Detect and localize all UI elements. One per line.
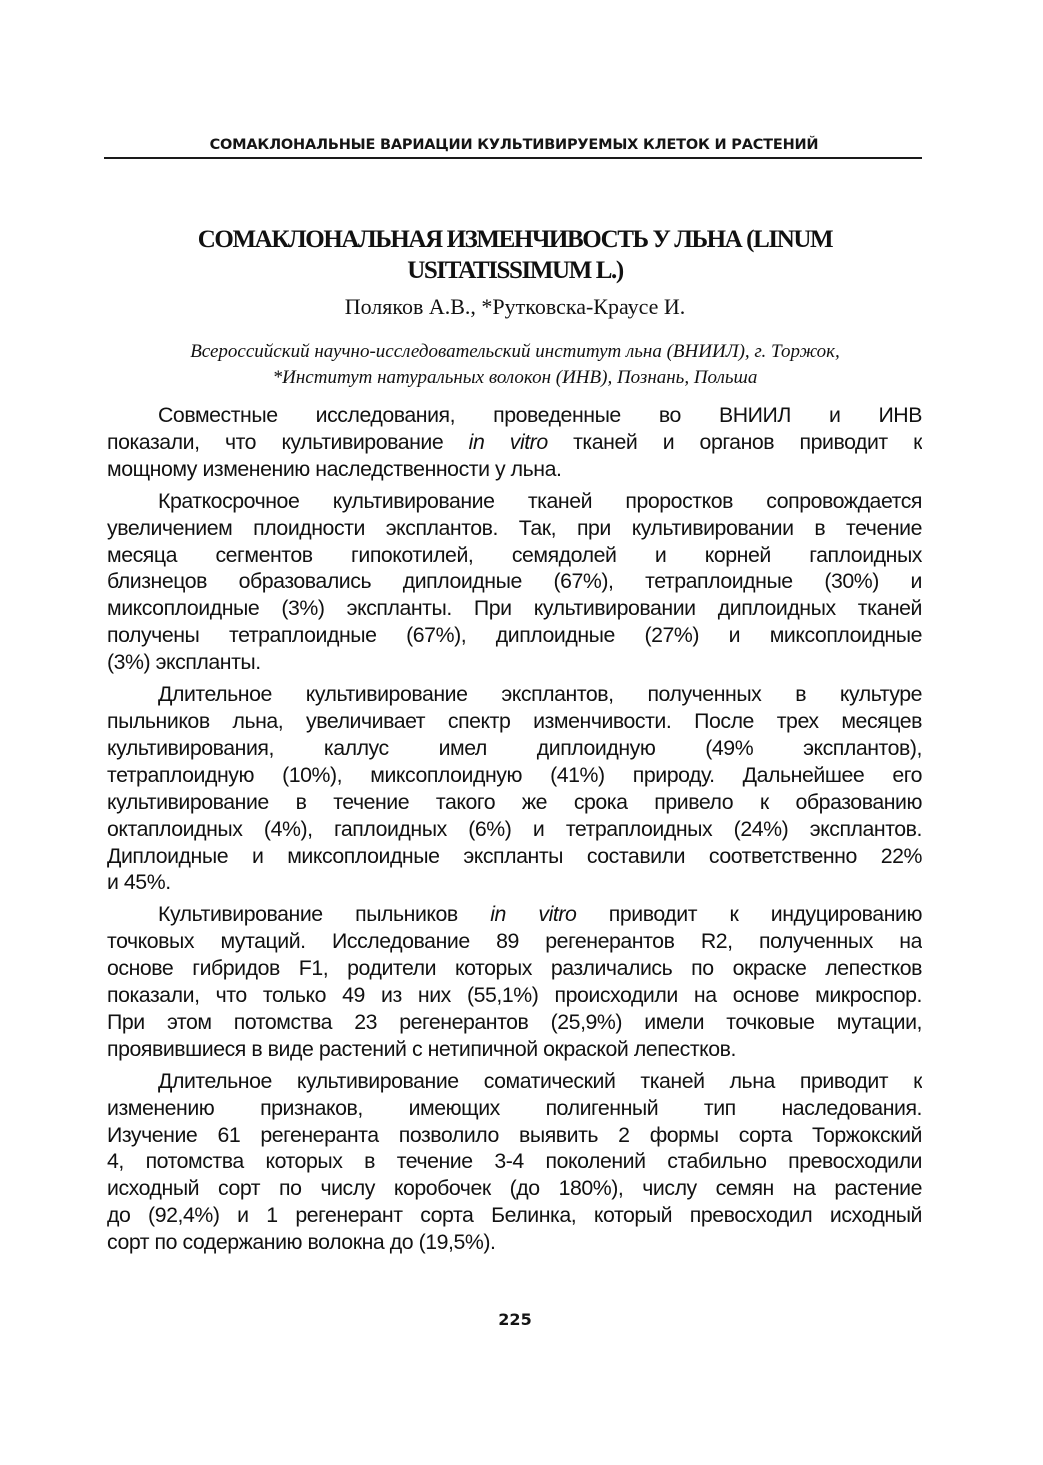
paragraph-line: тетраплоидную (10%), миксоплоидную (41%) природу. Дальнейшее его [107,762,922,787]
paragraph-line: точковых мутаций. Исследование 89 регенерантов R2, полученных на [107,929,922,954]
paragraph-line: проявившиеся в виде растений с нетипичной окраской лепестков. [107,1036,736,1061]
running-head: СОМАКЛОНАЛЬНЫЕ ВАРИАЦИИ КУЛЬТИВИРУЕМЫХ КЛЕТОК И РАСТЕНИЙ [209,137,819,153]
affiliation-line-1: Всероссийский научно-исследовательский институт льна (ВНИИЛ), г. Торжок, [190,341,840,362]
paragraph-line: получены тетраплоидные (67%), диплоидные (27%) и миксоплоидные [107,623,922,648]
body-paragraph [107,1068,922,1256]
paragraph-line: сорт по содержанию волокна до (19,5%). [107,1230,496,1255]
title-line-2: USITATISSIMUM L.) [407,257,623,284]
paragraph-line: октаплоидных (4%), гаплоидных (6%) и тетраплоидных (24%) эксплантов. [107,816,922,841]
paragraph-line: показали, что культивирование in vitro тканей и органов приводит к [107,429,922,454]
paragraph-line: изменению признаков, имеющих полигенный тип наследования. [107,1095,922,1120]
paragraph-line: близнецов образовались диплоидные (67%), тетраплоидные (30%) и [107,569,922,594]
paragraph-line: культивирование в течение такого же срока привело к образованию [107,789,922,814]
paragraph-line: пыльников льна, увеличивает спектр изменчивости. После трех месяцев [107,708,922,733]
article-authors: Поляков А.В., *Рутковска-Краусе И. [344,294,686,319]
paragraph-line: исходный сорт по числу коробочек (до 180%), числу семян на растение [107,1176,922,1201]
body-paragraph [107,488,922,676]
paragraph-line: мощному изменению наследственности у льна. [107,456,562,481]
paragraph-line: Краткосрочное культивирование тканей проростков сопровождается [158,488,922,513]
paragraph-line: (3%) экспланты. [107,650,261,675]
paragraph-line: При этом потомства 23 регенерантов (25,9%) имели точковые мутации, [107,1009,922,1034]
paragraph-line: Диплоидные и миксоплоидные экспланты составили соответственно 22% [107,843,922,868]
paragraph-line: Изучение 61 регенеранта позволило выявить 2 формы сорта Торжокский [107,1122,922,1147]
paragraph-line: до (92,4%) и 1 регенерант сорта Белинка, который превосходил исходный [107,1203,922,1228]
body-paragraph [107,901,922,1062]
paragraph-line: Совместные исследования, проведенные во ВНИИЛ и ИНВ [158,403,922,427]
article-title [130,224,900,286]
body-paragraph [107,402,922,483]
paragraph-line: показали, что только 49 из них (55,1%) происходили на основе микроспор. [107,983,922,1008]
paragraph-line: Длительное культивирование соматический тканей льна приводит к [158,1068,922,1093]
paragraph-line: основе гибридов F1, родители которых различались по окраске лепестков [107,956,922,981]
paragraph-line: Культивирование пыльников in vitro приводит к индуцированию [158,902,922,927]
title-line-1: СОМАКЛОНАЛЬНАЯ ИЗМЕНЧИВОСТЬ У ЛЬНА (LINUM [197,226,833,253]
article-body [107,402,922,1261]
article-affiliation [100,339,930,391]
paragraph-line: миксоплоидные (3%) экспланты. При культивировании диплоидных тканей [107,596,922,621]
paragraph-line: 4, потомства которых в течение 3-4 поколений стабильно превосходили [107,1149,922,1174]
paragraph-line: культивирования, каллус имел диплоидную (49% эксплантов), [107,735,922,760]
paragraph-line: месяца сегментов гипокотилей, семядолей и корней гаплоидных [107,542,922,567]
header-rule [104,157,922,159]
body-paragraph [107,681,922,896]
paragraph-line: Длительное культивирование эксплантов, полученных в культуре [158,682,922,707]
affiliation-line-2: *Институт натуральных волокон (ИНВ), Познань, Польша [272,367,758,388]
paragraph-line: и 45%. [107,870,171,895]
paragraph-line: увеличением плоидности эксплантов. Так, при культивировании в течение [107,515,922,540]
page-number: 225 [498,1310,532,1329]
